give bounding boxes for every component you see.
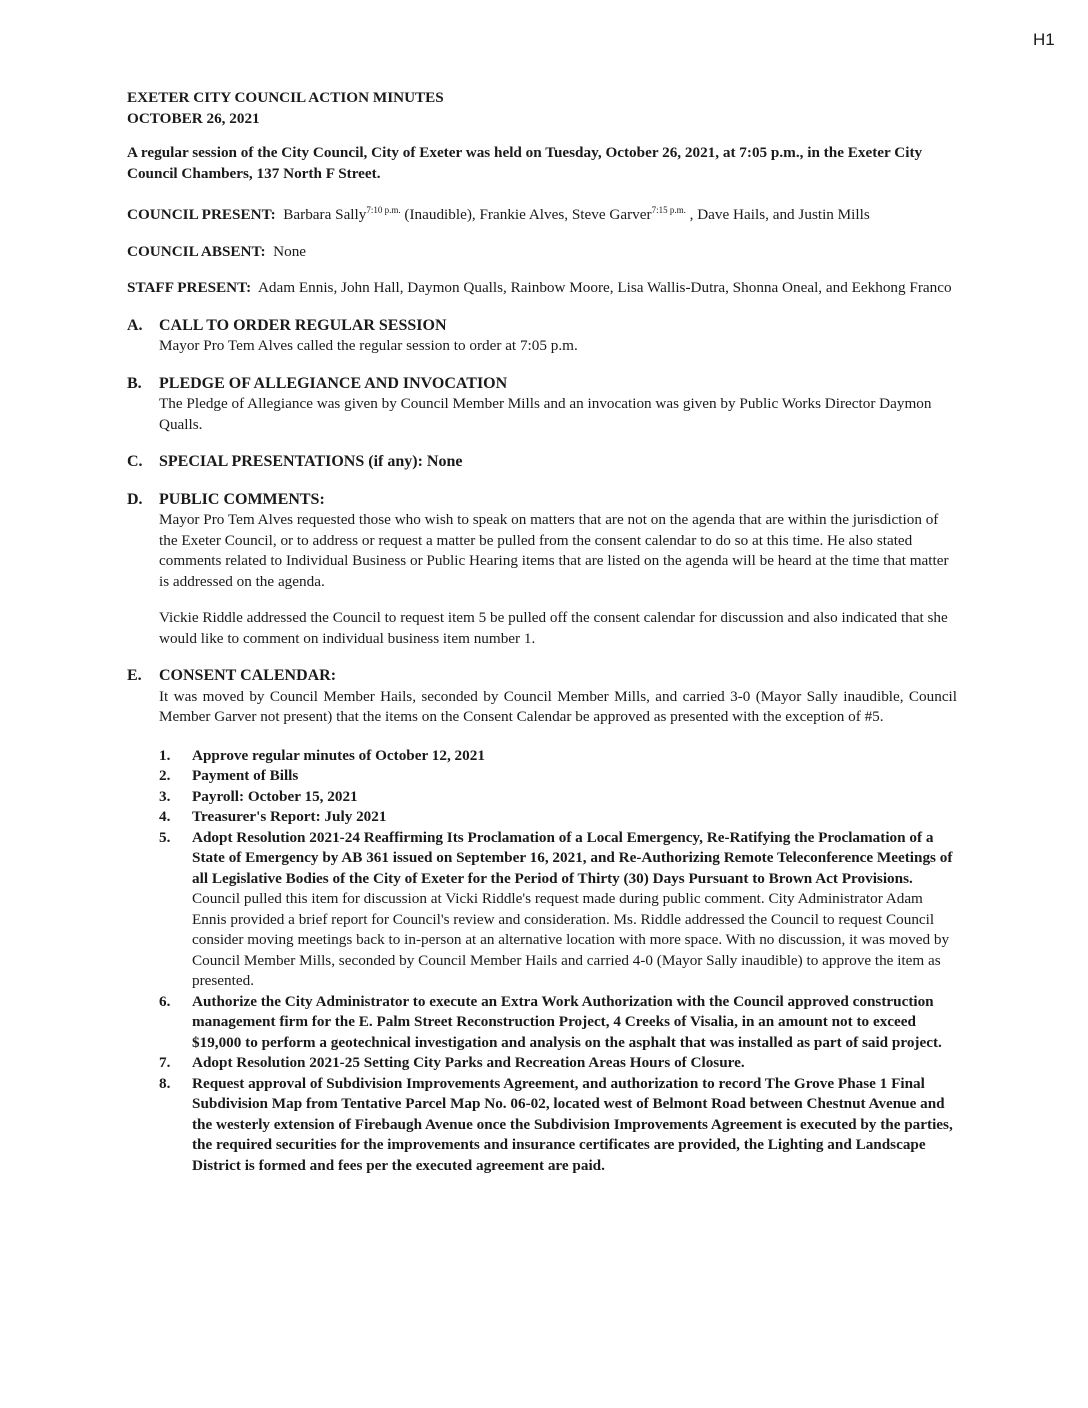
section-b-letter: B. xyxy=(127,374,142,392)
consent-item-title: Adopt Resolution 2021-24 Reaffirming Its Proclamation of a Local Emergency, Re-Ratifying the Proclamation of a State of Emergency by AB 361 issued on September 16, 2021, and Re-Authorizing Remote Teleconference Meetings of all Legislative Bodies of the City of Exeter for the Period of Thirty (30) Days Pursuant to Brown Act Provisions. xyxy=(192,828,953,887)
consent-item xyxy=(159,992,957,1054)
consent-item-number: 4. xyxy=(159,808,171,826)
section-e-heading: CONSENT CALENDAR: xyxy=(159,667,337,685)
council-absent-value: None xyxy=(273,242,307,260)
section-b-heading: PLEDGE OF ALLEGIANCE AND INVOCATION xyxy=(159,374,508,392)
consent-item-text xyxy=(192,766,957,787)
section-a-heading: CALL TO ORDER REGULAR SESSION xyxy=(159,316,447,334)
consent-item-title: Adopt Resolution 2021-25 Setting City Parks and Recreation Areas Hours of Closure. xyxy=(192,1054,745,1072)
council-present xyxy=(127,200,957,226)
consent-item-title: Authorize the City Administrator to execute an Extra Work Authorization with the Council approved construction management firm for the E. Palm Street Reconstruction Project, 4 Creeks of Visalia, in an amount not to exceed $19,000 to perform a geotechnical investigation and analysis on the asphalt that was installed as part of said project. xyxy=(192,992,942,1051)
consent-item-number: 1. xyxy=(159,746,171,764)
section-a-letter: A. xyxy=(127,316,143,334)
consent-item-title: Treasurer's Report: July 2021 xyxy=(192,808,387,826)
council-present-a-time: 7:10 p.m. xyxy=(366,205,401,215)
council-absent xyxy=(127,242,957,263)
minutes-document xyxy=(127,88,957,1176)
consent-item-text xyxy=(192,1053,957,1074)
consent-item xyxy=(159,746,957,767)
title-line-1: EXETER CITY COUNCIL ACTION MINUTES xyxy=(127,89,444,106)
consent-item xyxy=(159,787,957,808)
council-present-c: , Dave Hails, and Justin Mills xyxy=(685,206,870,224)
consent-item-title: Approve regular minutes of October 12, 2021 xyxy=(192,746,485,764)
section-d xyxy=(127,490,957,650)
page-tag: H1 xyxy=(1033,30,1055,49)
consent-item-text xyxy=(192,746,957,767)
consent-item xyxy=(159,807,957,828)
consent-item-number: 6. xyxy=(159,992,171,1010)
consent-item-note: Council pulled this item for discussion at Vicki Riddle's request made during public comment. City Administrator Adam Ennis provided a brief report for Council's review and consideration. Ms. Riddle addressed the Council to request Council consider moving meetings back to in-person at an alternative location with more space. With no discussion, it was moved by Council Member Mills, seconded by Council Member Hails and carried 4-0 (Mayor Sally inaudible) to approve the item as presented. xyxy=(192,890,950,990)
section-b xyxy=(127,374,957,436)
section-b-text: The Pledge of Allegiance was given by Council Member Mills and an invocation was given by Public Works Director Daymon Qualls. xyxy=(159,395,932,433)
document-title xyxy=(127,88,957,129)
section-d-heading: PUBLIC COMMENTS: xyxy=(159,490,325,508)
consent-item xyxy=(159,828,957,992)
consent-item-text xyxy=(192,1074,957,1177)
consent-item-number: 7. xyxy=(159,1054,171,1072)
consent-item-text xyxy=(192,992,957,1054)
staff-present-value: Adam Ennis, John Hall, Daymon Qualls, Rainbow Moore, Lisa Wallis-Dutra, Shonna Oneal, and Eekhong Franco xyxy=(257,279,952,297)
section-c xyxy=(127,452,957,473)
staff-present xyxy=(127,278,957,299)
section-e-text: It was moved by Council Member Hails, seconded by Council Member Mills, and carried 3-0 (Mayor Sally inaudible, Council Member Garver not present) that the items on the Consent Calendar be approved as presented with the exception of #5. xyxy=(159,687,957,726)
section-e-letter: E. xyxy=(127,667,142,685)
council-present-label: COUNCIL PRESENT: xyxy=(127,206,276,224)
session-intro: A regular session of the City Council, City of Exeter was held on Tuesday, October 26, 2021, at 7:05 p.m., in the Exeter City Council Chambers, 137 North F Street. xyxy=(127,144,923,182)
section-e xyxy=(127,666,957,1176)
staff-present-label: STAFF PRESENT: xyxy=(127,279,252,297)
section-d-text-2: Vickie Riddle addressed the Council to request item 5 be pulled off the consent calendar for discussion and also indicated that she would like to comment on individual business item number 1. xyxy=(159,609,948,647)
consent-item xyxy=(159,766,957,787)
consent-item-text xyxy=(192,828,957,992)
consent-item-number: 5. xyxy=(159,828,171,846)
council-absent-label: COUNCIL ABSENT: xyxy=(127,242,266,260)
council-present-b: (Inaudible), Frankie Alves, Steve Garver xyxy=(400,206,652,224)
council-present-a: Barbara Sally xyxy=(283,206,367,224)
consent-item-title: Payroll: October 15, 2021 xyxy=(192,787,358,805)
consent-item xyxy=(159,1074,957,1177)
section-a xyxy=(127,316,957,357)
section-c-letter: C. xyxy=(127,453,143,471)
section-d-text-1: Mayor Pro Tem Alves requested those who wish to speak on matters that are not on the agenda that are within the jurisdiction of the Exeter Council, or to address or request a matter be pulled from the consent calendar to do so at this time. He also stated comments related to Individual Business or Public Hearing items that are listed on the agenda will be heard at the time that matter is addressed on the agenda. xyxy=(159,511,949,590)
section-d-letter: D. xyxy=(127,490,143,508)
consent-item-number: 3. xyxy=(159,787,171,805)
council-present-b-time: 7:15 p.m. xyxy=(651,205,686,215)
section-a-text: Mayor Pro Tem Alves called the regular session to order at 7:05 p.m. xyxy=(159,337,578,355)
consent-item-text xyxy=(192,807,957,828)
consent-item-number: 2. xyxy=(159,767,171,785)
consent-item-number: 8. xyxy=(159,1074,171,1092)
consent-item xyxy=(159,1053,957,1074)
title-line-2: OCTOBER 26, 2021 xyxy=(127,109,260,127)
consent-item-text xyxy=(192,787,957,808)
section-c-heading: SPECIAL PRESENTATIONS (if any): None xyxy=(159,453,463,471)
consent-calendar-list xyxy=(159,746,957,1177)
consent-item-title: Payment of Bills xyxy=(192,767,299,785)
consent-item-title: Request approval of Subdivision Improvements Agreement, and authorization to record The Grove Phase 1 Final Subdivision Map from Tentative Parcel Map No. 06-02, located west of Belmont Road between Chestnut Avenue and the westerly extension of Firebaugh Avenue once the Subdivision Improvements Agreement is executed by the parties, the required securities for the improvements and insurance certificates are provided, the Lighting and Landscape District is formed and fees per the executed agreement are paid. xyxy=(192,1074,953,1174)
